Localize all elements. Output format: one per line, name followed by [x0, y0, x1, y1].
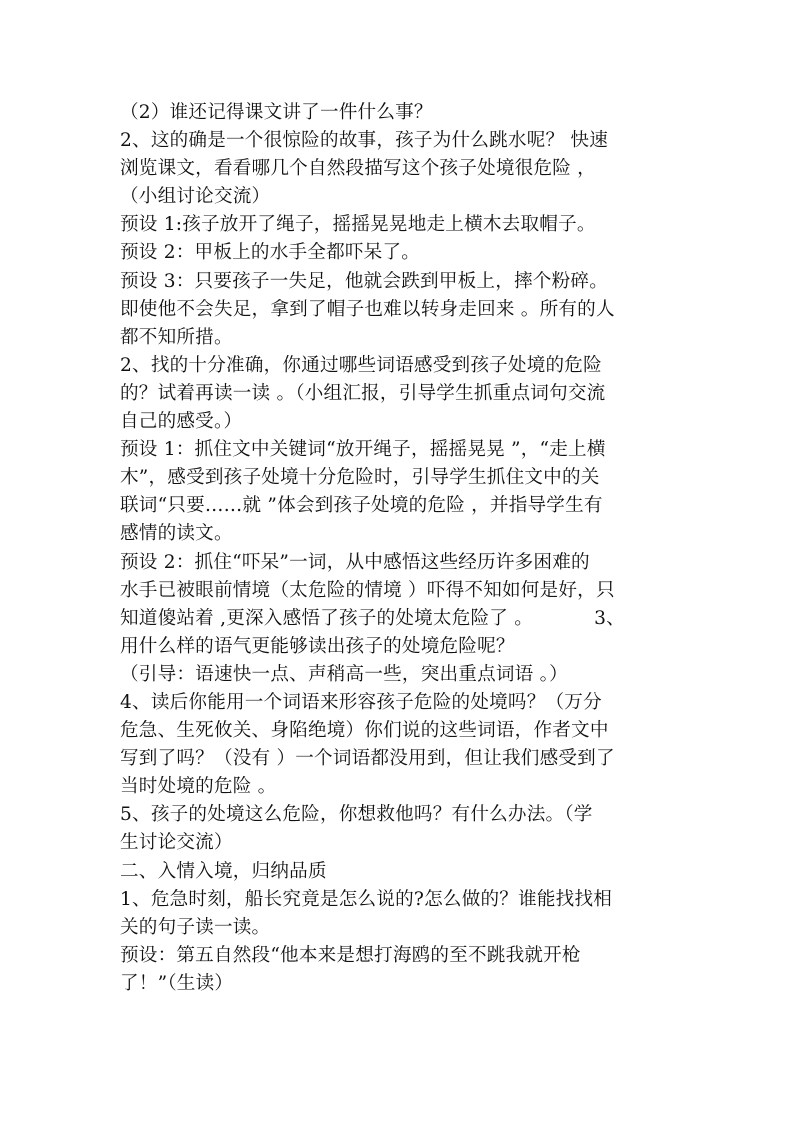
text-line: 都不知所措。	[120, 326, 233, 348]
text-line: 的？试着再读一读 。（小组汇报，引导学生抓重点词句交流	[120, 382, 606, 404]
text-line: 2、这的确是一个很惊险的故事，孩子为什么跳水呢？ 快速	[120, 130, 608, 152]
text-line: 2、找的十分准确，你通过哪些词语感受到孩子处境的危险	[120, 354, 602, 376]
text-line: 预设 2：抓住“吓呆”一词，从中感悟这些经历许多困难的	[120, 551, 590, 573]
text-line: （2）谁还记得课文讲了一件什么事？	[120, 102, 433, 123]
text-line: 当时处境的危险 。	[120, 776, 277, 798]
text-line: 1、危急时刻，船长究竟是怎么说的?怎么做的？谁能找找相	[120, 888, 613, 910]
text-line: 5、孩子的处境这么危险，你想救他吗？有什么办法。（学	[120, 804, 593, 826]
text-line: 知道傻站着 ,更深入感悟了孩子的处境太危险了 。 3、	[120, 607, 625, 629]
text-line: 联词“只要……就 ”体会到孩子处境的危险 ，并指导学生有	[120, 495, 603, 517]
text-line: 即使他不会失足，拿到了帽子也难以转身走回来 。所有的人	[120, 298, 615, 320]
text-line: 写到了吗？（没有 ）一个词语都没用到，但让我们感受到了	[120, 748, 615, 770]
text-line: 危急、生死攸关、身陷绝境）你们说的这些词语，作者文中	[120, 720, 609, 742]
text-line: 预设 3：只要孩子一失足，他就会跌到甲板上，摔个粉碎。	[120, 270, 608, 292]
text-line: 预设 2：甲板上的水手全都吓呆了。	[120, 242, 421, 264]
section-heading: 二、入情入境，归纳品质	[120, 860, 327, 882]
text-line: 预设 1:孩子放开了绳子，摇摇晃晃地走上横木去取帽子。	[120, 214, 596, 236]
text-line: 生讨论交流）	[120, 832, 233, 854]
text-line: 感情的读文。	[120, 523, 233, 545]
text-line: 浏览课文，看看哪几个自然段描写这个孩子处境很危险 ，	[120, 158, 596, 180]
text-line: 了！”（生读）	[120, 972, 234, 994]
text-line: 关的句子读一读。	[120, 916, 271, 938]
text-line: （小组讨论交流）	[120, 186, 271, 208]
text-line: 用什么样的语气更能够读出孩子的处境危险呢？	[120, 635, 515, 657]
text-line: 预设 1：抓住文中关键词“放开绳子，摇摇晃晃 ”，“走上横	[120, 439, 606, 461]
text-line: 4、读后你能用一个词语来形容孩子危险的处境吗？（万分	[120, 691, 602, 713]
text-line: 预设：第五自然段“他本来是想打海鸥的至不跳我就开枪	[120, 944, 581, 966]
text-line: （引导：语速快一点、声稍高一些，突出重点词语 。）	[120, 663, 568, 685]
text-line: 自己的感受。）	[120, 411, 243, 433]
text-line: 水手已被眼前情境（太危险的情境 ）吓得不知如何是好，只	[120, 579, 615, 601]
document-body	[120, 99, 676, 998]
text-line: 木”，感受到孩子处境十分危险时，引导学生抓住文中的关	[120, 467, 600, 489]
